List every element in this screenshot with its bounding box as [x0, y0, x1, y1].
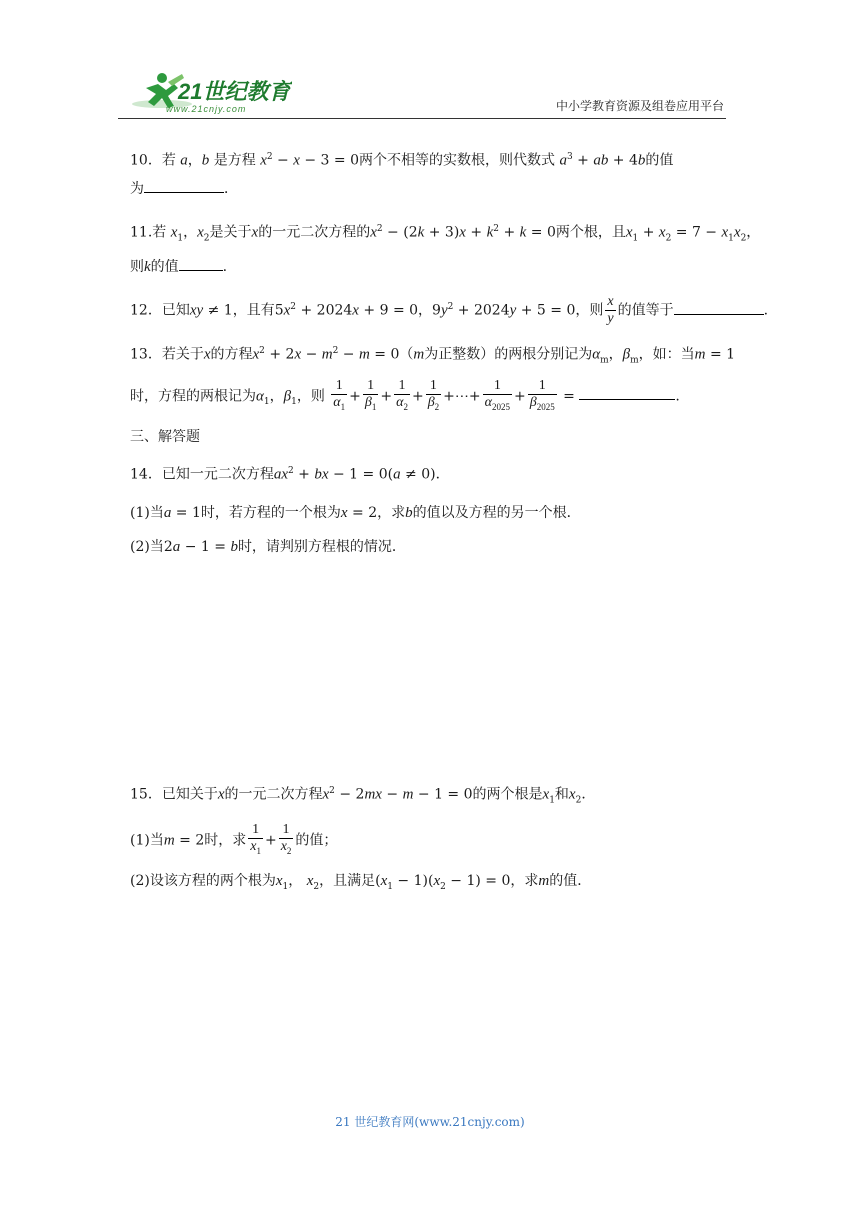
logo-url: www.21cnjy.com [166, 104, 247, 114]
answer-blank[interactable] [144, 178, 224, 193]
question-11-cont: 则k的值 . [130, 256, 227, 278]
section-heading: 三、解答题 [130, 429, 200, 445]
question-11: 11.若 $x_1$，$x_2$是关于x的一元二次方程的$x^2 - (2k + 3)x + k^2 + k = 0$两个根，且$x_1 + x_2 = 7 - x_1x_2$， [130, 224, 761, 244]
question-15-part1: (1)当m = 2时，求 $\frac{1}{x_1}$ + $\frac{1}{x_2}$ 的值； [130, 822, 337, 859]
question-13-cont: 时，方程的两根记为$\alpha_1$，$\beta_1$，则 $\frac{1}{\alpha_1}$ + $\frac{1}{\beta_1}$ + $\frac{1}{\alpha_2}$ + $\frac{1}{\beta_2}$ +⋯+ $\frac{1}{\alpha_{2025}}$ + $\frac{1}{\beta_{2025}}$ = . [130, 378, 680, 415]
question-15: 15．已知关于x的一元二次方程$x^2 - 2mx - m - 1 = 0$的两个根是$x_1$和$x_2$． [130, 786, 596, 806]
page-footer: 21 世纪教育网(www.21cnjy.com) [335, 1115, 525, 1129]
question-10-cont: 为 ． [130, 178, 238, 200]
answer-blank[interactable] [179, 256, 223, 271]
question-14: 14．已知一元二次方程$ax^2$ + bx − 1 = 0(a ≠ 0)． [130, 466, 450, 483]
answer-blank[interactable] [579, 385, 675, 400]
question-15-part2: (2)设该方程的两个根为$x_1$， $x_2$，且满足$(x_1 - 1)(x_2 - 1) = 0$，求m的值． [130, 873, 592, 892]
question-10: 10．若 a，b 是方程 $x^2 - x - 3 = 0$两个不相等的实数根，则代数式 $a^3$ + ab + 4b的值 [130, 152, 674, 169]
page-header [118, 66, 726, 119]
question-13: 13．若关于x的方程$x^2 + 2x - m^2 - m = 0(m$为正整数）的两根分别记为$\alpha_m$，$\beta_m$，如：当m = 1 [130, 346, 736, 366]
answer-blank[interactable] [674, 300, 764, 315]
question-14-part1: (1)当a = 1时，若方程的一个根为x = 2，求b的值以及方程的另一个根． [130, 505, 581, 521]
question-14-part2: (2)当2a − 1 = b时，请判别方程根的情况． [130, 539, 406, 555]
question-12: 12．已知xy ≠ 1，且有$5x^2 + 2024x + 9 = 0$，$9y^2 + 2024y + 5 = 0$，则 $\frac{x}{y}$ 的值等于 . [130, 294, 769, 326]
svg-text:21世纪教育: 21世纪教育 [178, 79, 291, 104]
platform-name: 中小学教育资源及组卷应用平台 [555, 99, 724, 113]
